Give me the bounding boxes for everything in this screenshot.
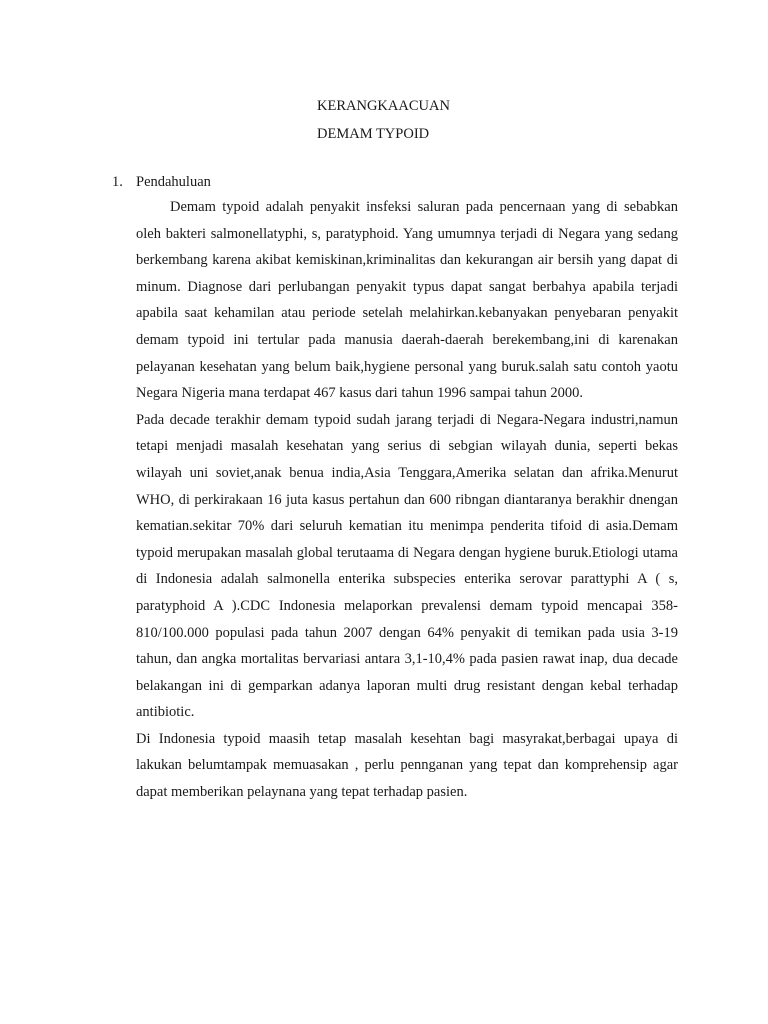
paragraph-2: Pada decade terakhir demam typoid sudah jarang terjadi di Negara-Negara industri,namun tetapi menjadi masalah kesehatan yang serius di sebgian wilayah dunia, seperti bekas wilayah uni soviet,anak benua india,Asia Tenggara,Amerika selatan dan afrika.Menurut WHO, di perkirakaan 16 juta kasus pertahun dan 600 ribngan diantaranya berakhir dnengan kematian.sekitar 70% dari seluruh kematian itu menimpa penderita tifoid di asia.Demam typoid merupakan masalah global terutaama di Negara dengan hygiene buruk.Etiologi utama di Indonesia adalah salmonella enterika subspecies enterika serovar parattyphi A ( s, paratyphoid A ).CDC Indonesia melaporkan prevalensi demam typoid mencapai 358-810/100.000 populasi pada tahun 2007 dengan 64% penyakit di temikan pada usia 3-19 tahun, dan angka mortalitas bervariasi antara 3,1-10,4% pada pasien rawat inap, dua decade belakangan ini di gemparkan adanya laporan multi drug resistant dengan kebal terhadap antibiotic.: [136, 411, 678, 721]
paragraph-1: Demam typoid adalah penyakit insfeksi saluran pada pencernaan yang di sebabkan oleh bakteri salmonellatyphi, s, paratyphoid. Yang umumnya terjadi di Negara yang sedang berkembang karena akibat kemiskinan,kriminalitas dan kekurangan air bersih yang dapat di minum. Diagnose dari perlubangan penyakit typus dapat sangat berbahya apabila terjadi apabila saat kehamilan atau periode setelah melahirkan.kebanyakan penyebaran penyakit demam typoid ini tertular pada manusia daerah-daerah berekembang,ini di karenakan pelayanan kesehatan yang belum baik,hygiene personal yang buruk.salah satu contoh yaotu Negara Nigeria mana terdapat 467 kasus dari tahun 1996 sampai tahun 2000.: [136, 199, 678, 402]
section-heading: [112, 170, 680, 194]
section-number: 1.: [112, 174, 123, 190]
section-pendahuluan: [112, 170, 680, 806]
document-title: [317, 92, 450, 148]
title-line-1: KERANGKAACUAN: [317, 98, 450, 114]
title-line-2: DEMAM TYPOID: [317, 126, 430, 142]
section-body: [136, 194, 678, 806]
section-heading-text: Pendahuluan: [136, 174, 211, 190]
paragraph-3: Di Indonesia typoid maasih tetap masalah kesehtan bagi masyrakat,berbagai upaya di lakukan belumtampak memuasakan , perlu pennganan yang tepat dan komprehensip agar dapat memberikan pelaynana yang tepat terhadap pasien.: [136, 730, 678, 801]
